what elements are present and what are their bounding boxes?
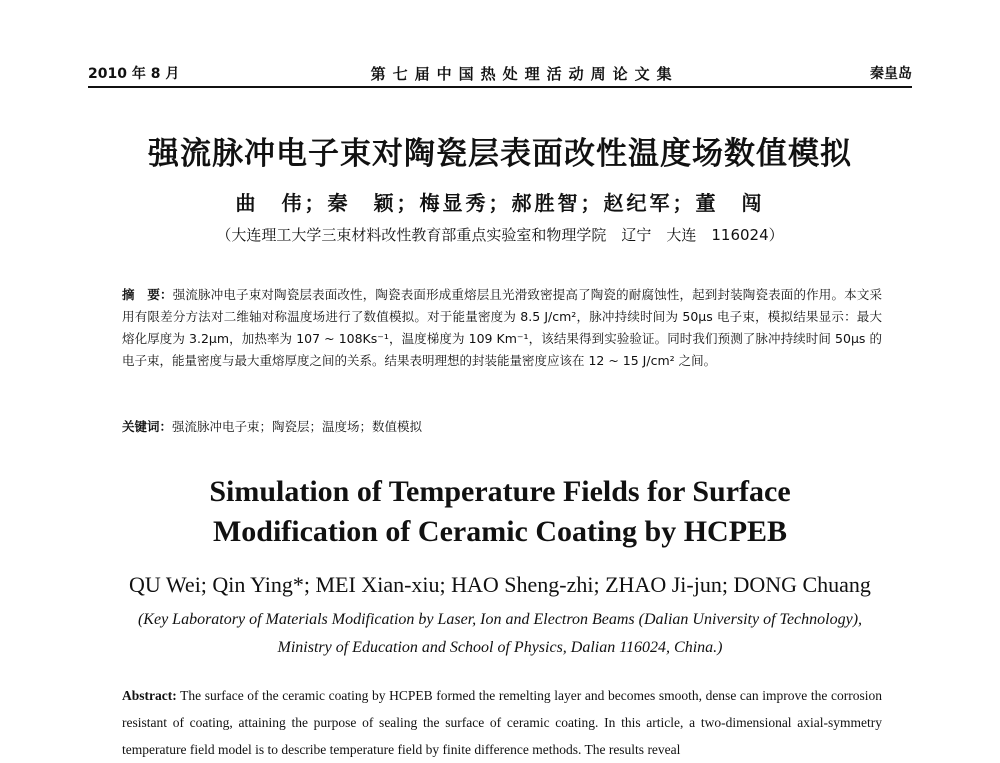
- chinese-abstract-text: 强流脉冲电子束对陶瓷层表面改性，陶瓷表面形成重熔层且光滑致密提高了陶瓷的耐腐蚀性，起到封装陶瓷表面的作用。本文采用有限差分方法对二维轴对称温度场进行了数值模拟。对于能量密度为 8.5 J/cm²，脉冲持续时间为 50μs 电子束，模拟结果显示：最大熔化厚度为 3.2μm，加热率为 107 ~ 108Ks⁻¹，温度梯度为 109 Km⁻¹，该结果得到实验验证。同时我们预测了脉冲持续时间 50μs 的电子束，能量密度与最大重熔厚度之间的关系。结果表明理想的封装能量密度应该在 12 ~ 15 J/cm² 之间。: [122, 287, 882, 368]
- chinese-title: 强流脉冲电子束对陶瓷层表面改性温度场数值模拟: [148, 136, 852, 172]
- chinese-authors: 曲 伟；秦 颖；梅显秀；郝胜智；赵纪军；董 闯: [235, 191, 765, 215]
- english-abstract-text: The surface of the ceramic coating by HCPEB formed the remelting layer and becomes smooth, dense can improve the corrosion resistant of coating, attaining the purpose of sealing the surface of ceramic coating. In this article, a two-dimensional axial-symmetry temperature field model is to describe temperature field by finite difference methods. The results reveal: [122, 688, 882, 757]
- header-location: 秦皇岛: [870, 66, 912, 82]
- english-title-line2: Modification of Ceramic Coating by HCPEB: [212, 515, 788, 548]
- header-proceedings-title: 第七届中国热处理活动周论文集: [370, 64, 679, 83]
- english-affiliation-line2: Ministry of Education and School of Physics, Dalian 116024, China.): [277, 639, 723, 656]
- chinese-keywords-label: 关键词：: [122, 419, 173, 434]
- english-title: [0, 472, 1000, 552]
- chinese-keywords: [122, 416, 882, 438]
- english-affiliation: [0, 606, 1000, 662]
- header-rule: [88, 86, 912, 88]
- header-date: 2010 年 8 月: [88, 66, 180, 82]
- chinese-abstract: [122, 284, 882, 372]
- chinese-abstract-label: 摘 要：: [122, 287, 173, 302]
- chinese-affiliation: （大连理工大学三束材料改性教育部重点实验室和物理学院 辽宁 大连 116024）: [216, 226, 784, 244]
- english-abstract-label: Abstract:: [122, 688, 177, 703]
- english-title-line1: Simulation of Temperature Fields for Surface: [209, 475, 791, 508]
- english-affiliation-line1: (Key Laboratory of Materials Modification by Laser, Ion and Electron Beams (Dalian University of Technology),: [137, 611, 863, 628]
- running-header: [88, 62, 912, 84]
- english-authors: QU Wei; Qin Ying*; MEI Xian-xiu; HAO Sheng-zhi; ZHAO Ji-jun; DONG Chuang: [129, 572, 871, 597]
- chinese-keywords-text: 强流脉冲电子束；陶瓷层；温度场；数值模拟: [172, 419, 423, 434]
- english-abstract: [122, 682, 882, 763]
